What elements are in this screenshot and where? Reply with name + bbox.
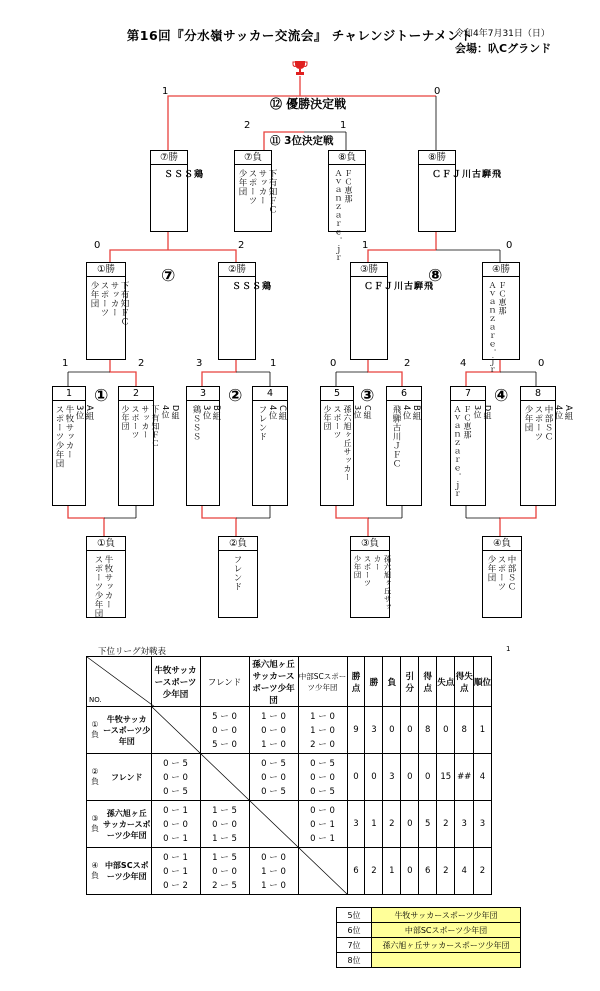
stat-header: 順位 [473, 657, 491, 707]
match-cell [200, 848, 249, 895]
match-score: 0 ー 5 [261, 787, 286, 797]
bracket-box: ④負 中部ＳＣ スポーツ 少年団 [482, 536, 522, 618]
match-score: 0 ー 0 [163, 773, 188, 783]
score: 1 [362, 240, 369, 251]
match-score: 1 ー 0 [310, 726, 335, 736]
bracket-box: 3 B組 3位 鶏ＳＳＳ [186, 386, 220, 506]
team-name: フレンド [111, 772, 143, 782]
match-score: 5 ー 0 [212, 740, 237, 750]
match-label: ④ [494, 386, 509, 406]
bracket-box: 1 A組 3位 牛牧サッカー スポーツ少年団 [52, 386, 86, 506]
match-score: 1 ー 5 [212, 834, 237, 844]
score: 2 [238, 240, 245, 251]
ranking-row [337, 953, 521, 968]
match-score: 0 ー 5 [310, 787, 335, 797]
stat-header: 引分 [401, 657, 419, 707]
match-label: ② [228, 386, 243, 406]
third-left-score: 2 [244, 120, 251, 131]
col-header: 中部SCスポーツ少年団 [298, 657, 347, 707]
stat-cell: 2 [437, 801, 455, 848]
stat-header: 負 [383, 657, 401, 707]
ranking-row [337, 938, 521, 953]
row-number: ① 負 [91, 720, 99, 739]
team: 中部SCスポーツ少年団 [372, 923, 521, 938]
match-cell [249, 848, 298, 895]
stat-cell: 0 [401, 707, 419, 754]
score: 2 [138, 358, 145, 369]
match-cell [298, 754, 347, 801]
match-score: 0 ー 0 [310, 806, 335, 816]
bracket-box: ③勝 飛 騨 古 川 Ｊ Ｆ Ｃ [350, 262, 388, 360]
score: 3 [196, 358, 203, 369]
bracket-box: 4 C組 4位 フレンド [252, 386, 288, 506]
stat-header: 得点 [419, 657, 437, 707]
stat-cell: 1 [383, 848, 401, 895]
match-score: 0 ー 0 [261, 773, 286, 783]
match-cell [151, 801, 200, 848]
stat-cell: 3 [455, 801, 474, 848]
row-number: ② 負 [91, 767, 99, 786]
final-right-score: 0 [434, 86, 441, 97]
match-score: 0 ー 5 [163, 759, 188, 769]
corner-cell: NO. [87, 657, 152, 707]
match-score: 1 ー 0 [261, 867, 286, 877]
match-score: 0 ー 1 [163, 853, 188, 863]
stat-cell: ## [455, 754, 474, 801]
place: 7位 [337, 938, 372, 953]
score: 0 [538, 358, 545, 369]
stat-header: 勝点 [347, 657, 365, 707]
match-cell [249, 754, 298, 801]
bracket-box: 5 C組 3位 孫六旭ヶ丘サッカー スポーツ 少年団 [320, 386, 354, 506]
page-title: 第16回『分水嶺サッカー交流会』 チャレンジトーナメント [126, 28, 474, 43]
match-score: 5 ー 0 [212, 712, 237, 722]
match-score: 0 ー 0 [212, 726, 237, 736]
stat-cell: 3 [473, 801, 491, 848]
col-header: フレンド [200, 657, 249, 707]
team-name: 中部SCスポーツ少年団 [104, 861, 149, 881]
score: 2 [404, 358, 411, 369]
row-number: ③ 負 [91, 814, 99, 833]
match-cell [249, 707, 298, 754]
stat-cell: 0 [401, 801, 419, 848]
match-score: 1 ー 5 [212, 806, 237, 816]
match-label: ① [94, 386, 109, 406]
match-score: 0 ー 1 [163, 806, 188, 816]
venue: 会場：叺Cグランド [455, 42, 552, 55]
match-score: 0 ー 0 [310, 773, 335, 783]
bracket-box: ④勝 ＦＣ恵那 Ａｖａｎｚａｒｅ．ｊｒ [482, 262, 520, 360]
match-score: 0 ー 1 [163, 867, 188, 877]
stat-cell: 6 [419, 848, 437, 895]
place: 6位 [337, 923, 372, 938]
league-row [87, 707, 492, 754]
score: 1 [270, 358, 277, 369]
match-score: 0 ー 5 [310, 759, 335, 769]
page-number: 1 [506, 645, 511, 653]
league-row [87, 848, 492, 895]
match-score: 2 ー 0 [310, 740, 335, 750]
match-cell [298, 707, 347, 754]
stat-cell: 0 [401, 848, 419, 895]
team-cell [87, 848, 152, 895]
stat-cell: 0 [419, 754, 437, 801]
team-cell [87, 801, 152, 848]
stat-cell: 2 [437, 848, 455, 895]
bracket-box: 7 D組 3位 ＦＣ恵那 Ａｖａｎｚａｒｅ．ｊｒ [450, 386, 486, 506]
stat-cell: 0 [437, 707, 455, 754]
match-score: 1 ー 0 [261, 712, 286, 722]
team [372, 953, 521, 968]
match-label: ⑧ [428, 266, 443, 286]
match-score: 0 ー 0 [261, 726, 286, 736]
bracket-box: ⑧勝 飛 騨 古 川 Ｊ Ｆ Ｃ [418, 150, 456, 232]
match-score: 0 ー 5 [163, 787, 188, 797]
third-right-score: 1 [340, 120, 347, 131]
stat-cell: 6 [347, 848, 365, 895]
score: 0 [330, 358, 337, 369]
stat-cell: 0 [383, 707, 401, 754]
final-label: ⑫ 優勝決定戦 [270, 97, 347, 111]
team: 孫六旭ヶ丘サッカースポーツ少年団 [372, 938, 521, 953]
bracket-box: ⑧負 ＦＣ恵那 Ａｖａｎｚａｒｅ．ｊｒ [328, 150, 366, 232]
stat-cell: 2 [365, 848, 383, 895]
ranking-row [337, 923, 521, 938]
match-cell [151, 754, 200, 801]
stat-cell: 15 [437, 754, 455, 801]
team: 牛牧サッカースポーツ少年団 [372, 908, 521, 923]
match-cell [249, 801, 298, 848]
stat-header: 失点 [437, 657, 455, 707]
bracket-box: 2 D組 4位 下有知ＦＣ サッカー スポーツ 少年団 [118, 386, 154, 506]
match-cell [151, 848, 200, 895]
stat-cell: 0 [365, 754, 383, 801]
team-name: 孫六旭ヶ丘サッカースポーツ少年団 [103, 808, 151, 840]
stat-cell: 8 [455, 707, 474, 754]
stat-cell: 3 [365, 707, 383, 754]
stat-cell: 5 [419, 801, 437, 848]
match-cell [298, 801, 347, 848]
league-table [86, 656, 492, 895]
stat-cell: 9 [347, 707, 365, 754]
team-cell [87, 707, 152, 754]
match-score: 2 ー 5 [212, 881, 237, 891]
final-left-score: 1 [162, 86, 169, 97]
stat-header: 勝 [365, 657, 383, 707]
stat-cell: 0 [401, 754, 419, 801]
ranking-table [336, 907, 521, 968]
stat-cell: 3 [347, 801, 365, 848]
match-cell [200, 707, 249, 754]
place: 8位 [337, 953, 372, 968]
match-score: 0 ー 1 [310, 820, 335, 830]
match-cell [151, 707, 200, 754]
match-score: 1 ー 5 [212, 853, 237, 863]
match-score: 0 ー 0 [212, 867, 237, 877]
league-caption: 下位リーグ対戦表 [98, 647, 167, 657]
score: 4 [460, 358, 467, 369]
col-header: 孫六旭ヶ丘サッカースポーツ少年団 [249, 657, 298, 707]
bracket-box: ⑦勝 鶏 Ｓ Ｓ Ｓ [150, 150, 188, 232]
stat-cell: 8 [419, 707, 437, 754]
match-cell [298, 848, 347, 895]
stat-cell: 4 [455, 848, 474, 895]
bracket-box: ①負 牛牧サッカー スポーツ少年団 [86, 536, 126, 618]
match-score: 0 ー 1 [310, 834, 335, 844]
match-score: 0 ー 0 [212, 820, 237, 830]
bracket-box: ②勝 鶏 Ｓ Ｓ Ｓ [218, 262, 256, 360]
event-date: 令和4年7月31日（日） [455, 29, 550, 39]
match-cell [200, 754, 249, 801]
stat-cell: 0 [347, 754, 365, 801]
league-row [87, 801, 492, 848]
stat-cell: 4 [473, 754, 491, 801]
ranking-row [337, 908, 521, 923]
team-cell [87, 754, 152, 801]
score: 0 [506, 240, 513, 251]
bracket-box: ③負 孫六旭ヶ丘サッ カー スポーツ 少年団 [350, 536, 390, 618]
match-score: 0 ー 1 [163, 834, 188, 844]
place: 5位 [337, 908, 372, 923]
bracket-box: 6 B組 4位 飛騨古川ＪＦＣ [386, 386, 422, 506]
match-score: 1 ー 0 [261, 881, 286, 891]
match-score: 0 ー 5 [261, 759, 286, 769]
stat-cell: 2 [473, 848, 491, 895]
stat-cell: 1 [473, 707, 491, 754]
match-score: 1 ー 0 [310, 712, 335, 722]
stat-cell: 3 [383, 754, 401, 801]
match-label: ⑦ [161, 266, 176, 286]
match-score: 1 ー 0 [261, 740, 286, 750]
team-name: 牛牧サッカースポーツ少年団 [103, 714, 151, 746]
bracket-box: ⑦負 下有知ＦＣ サッカー スポーツ 少年団 [234, 150, 272, 232]
stat-header: 得失点 [455, 657, 474, 707]
score: 0 [94, 240, 101, 251]
col-header: 牛牧サッカースポーツ少年団 [151, 657, 200, 707]
third-label: ⑪ 3位決定戦 [270, 135, 334, 147]
row-number: ④ 負 [91, 861, 99, 880]
stat-cell: 1 [365, 801, 383, 848]
stat-cell: 2 [383, 801, 401, 848]
match-score: 0 ー 0 [163, 820, 188, 830]
match-cell [200, 801, 249, 848]
match-score: 0 ー 0 [261, 853, 286, 863]
score: 1 [62, 358, 69, 369]
bracket-box: ①勝 下有知ＦＣ サッカー スポーツ 少年団 [86, 262, 126, 360]
bracket-box: 8 A組 4位 中部ＳＣ スポーツ 少年団 [520, 386, 556, 506]
match-score: 0 ー 2 [163, 881, 188, 891]
match-label: ③ [360, 386, 375, 406]
bracket-box: ②負 フレンド [218, 536, 258, 618]
league-row [87, 754, 492, 801]
